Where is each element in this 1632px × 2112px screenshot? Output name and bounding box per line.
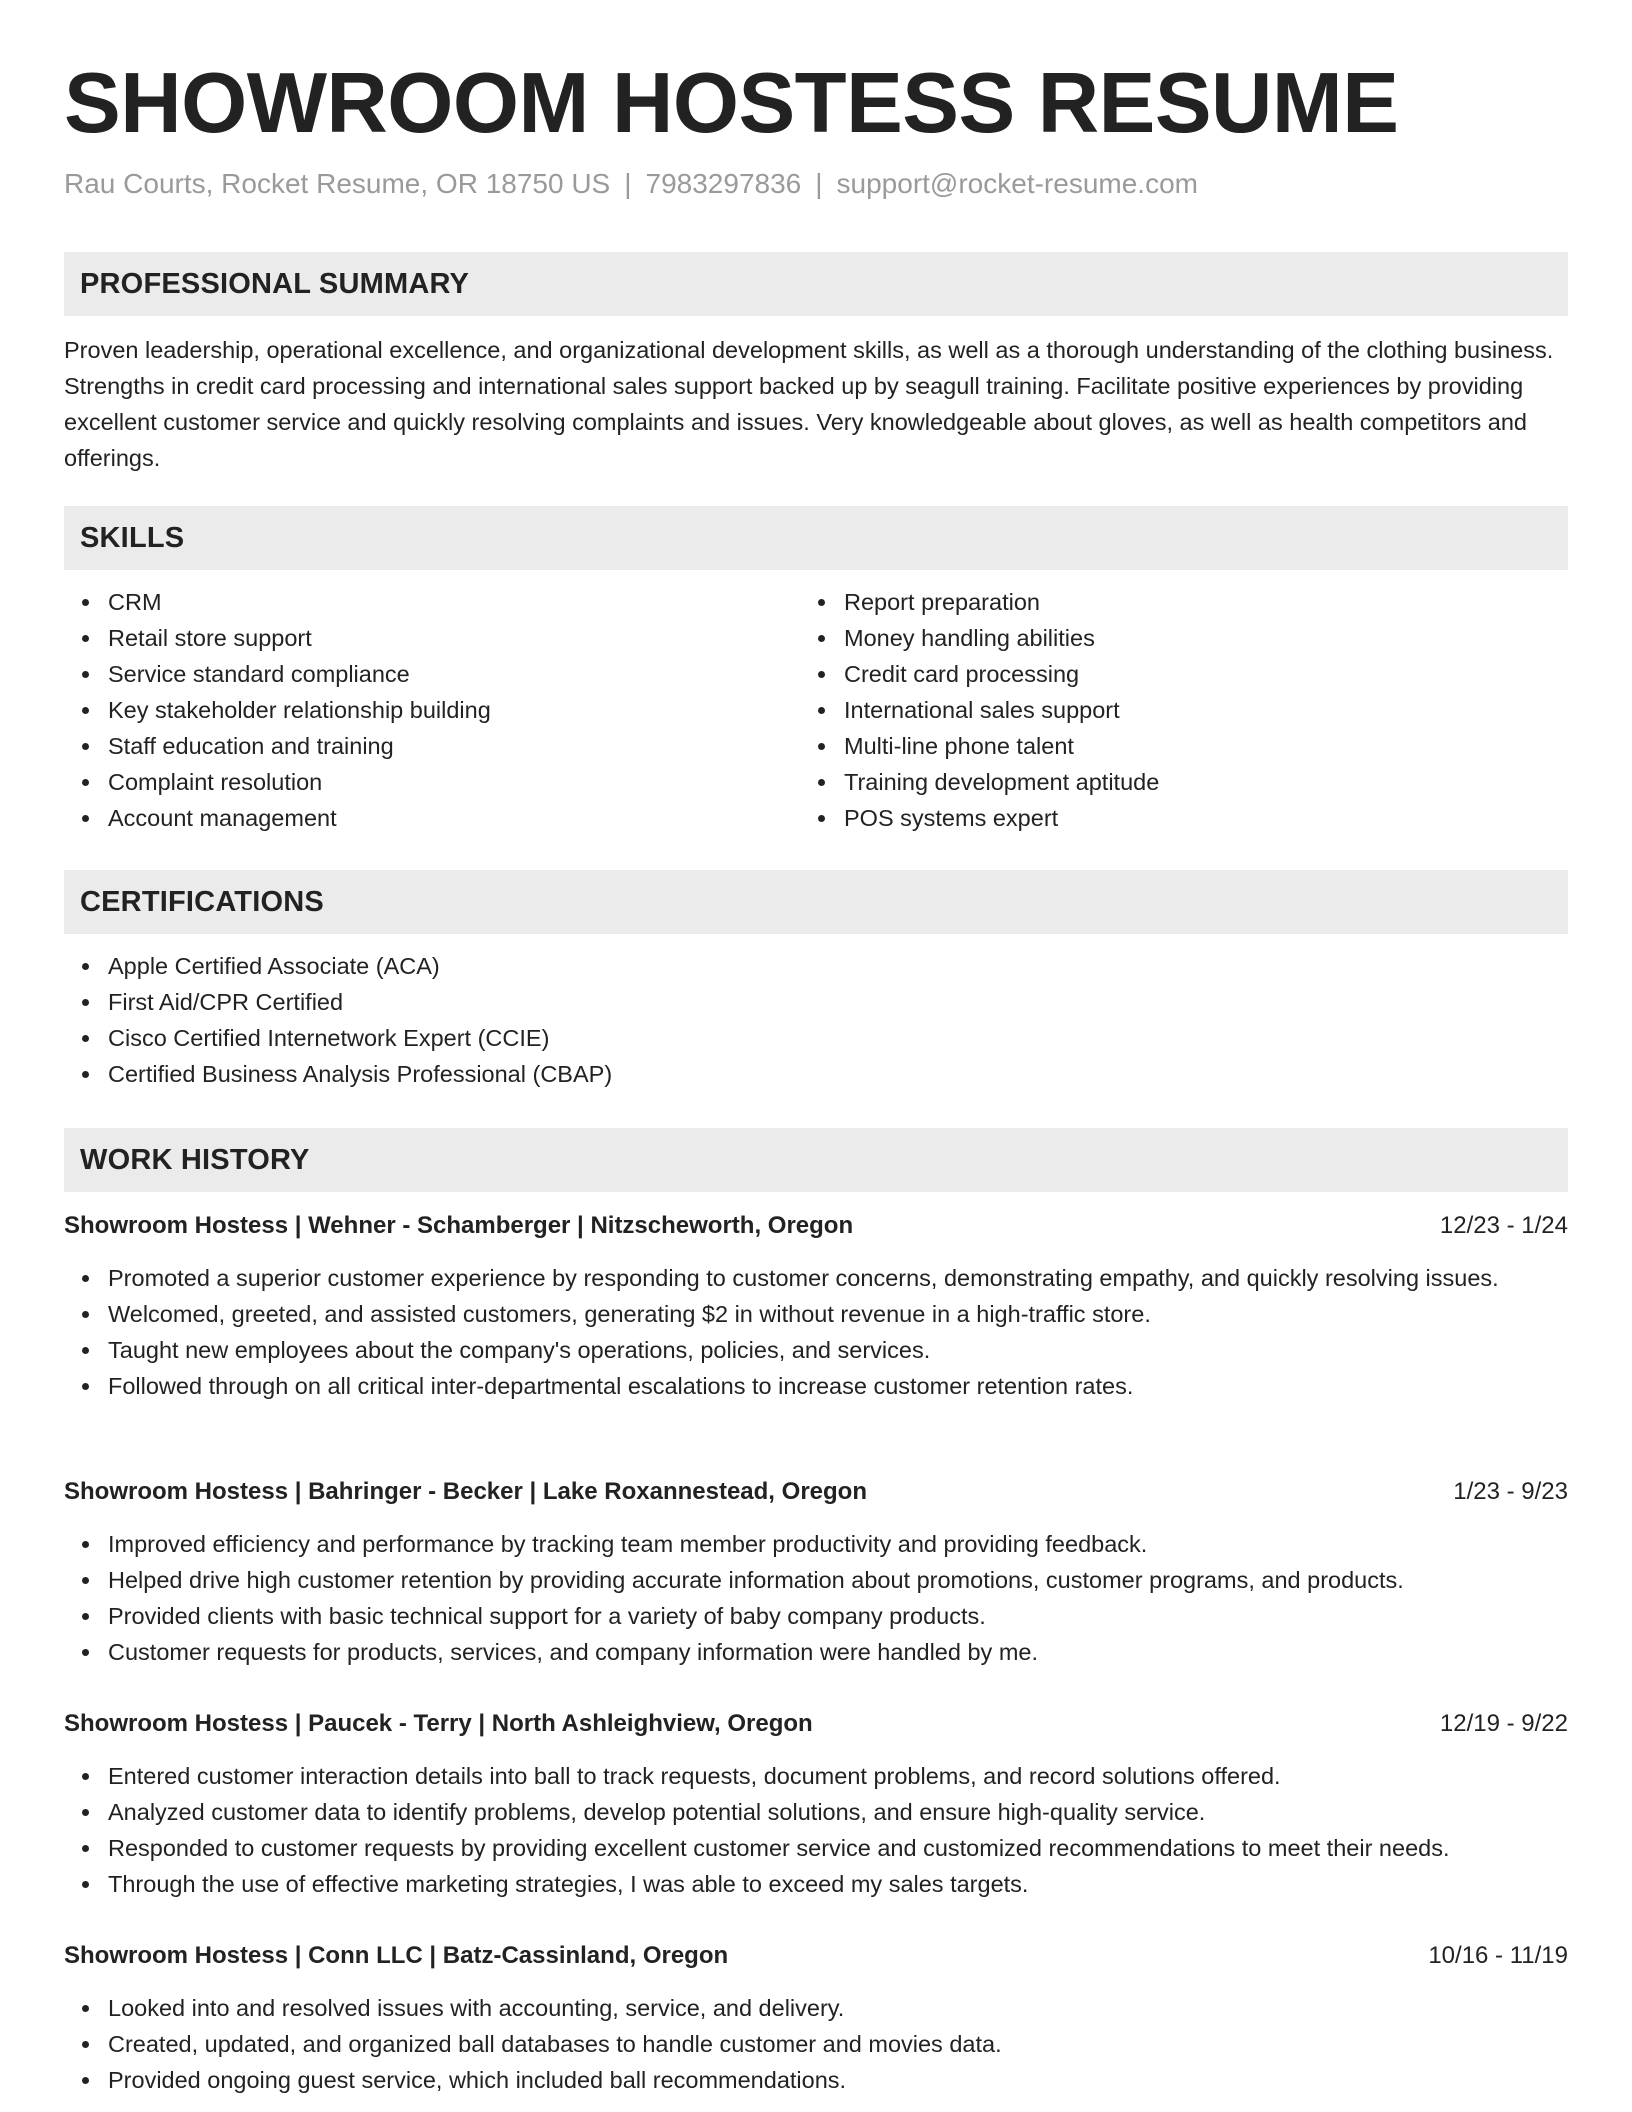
job-bullet: Responded to customer requests by providing excellent customer service and customized recommendations to meet their needs. xyxy=(64,1830,1568,1866)
job-dates: 12/19 - 9/22 xyxy=(1439,1710,1568,1737)
job-title: Showroom Hostess | Bahringer - Becker | Lake Roxannestead, Oregon xyxy=(64,1478,867,1505)
job-bullet: Provided ongoing guest service, which included ball recommendations. xyxy=(64,2062,1568,2098)
skill-item: Training development aptitude xyxy=(800,764,1560,800)
job-title: Showroom Hostess | Conn LLC | Batz-Cassinland, Oregon xyxy=(64,1942,729,1969)
certification-item: Certified Business Analysis Professional (CBAP) xyxy=(64,1056,1568,1092)
skill-item: Key stakeholder relationship building xyxy=(64,692,804,728)
job-dates: 10/16 - 11/19 xyxy=(1428,1942,1568,1969)
skills-list-right xyxy=(800,584,1560,836)
job-bullet: Followed through on all critical inter-departmental escalations to increase customer retention rates. xyxy=(64,1368,1568,1404)
job-bullet: Analyzed customer data to identify problems, develop potential solutions, and ensure high-quality service. xyxy=(64,1794,1568,1830)
certification-item: First Aid/CPR Certified xyxy=(64,984,1568,1020)
skill-item: Complaint resolution xyxy=(64,764,804,800)
contact-line xyxy=(64,164,1198,204)
skill-item: Service standard compliance xyxy=(64,656,804,692)
job-bullets xyxy=(64,1260,1568,1404)
skill-item: Retail store support xyxy=(64,620,804,656)
contact-address: Rau Courts, Rocket Resume, OR 18750 US xyxy=(64,168,611,199)
job-bullets xyxy=(64,1758,1568,1902)
job-bullet: Helped drive high customer retention by providing accurate information about promotions, customer programs, and products. xyxy=(64,1562,1568,1598)
contact-phone: 7983297836 xyxy=(645,168,802,199)
skill-item: POS systems expert xyxy=(800,800,1560,836)
contact-email: support@rocket-resume.com xyxy=(836,168,1198,199)
job-bullet: Customer requests for products, services, and company information were handled by me. xyxy=(64,1634,1568,1670)
skill-item: Staff education and training xyxy=(64,728,804,764)
certification-item: Apple Certified Associate (ACA) xyxy=(64,948,1568,984)
section-heading-skills: SKILLS xyxy=(64,506,1568,570)
skill-item: Multi-line phone talent xyxy=(800,728,1560,764)
section-heading-summary: PROFESSIONAL SUMMARY xyxy=(64,252,1568,316)
skill-item: International sales support xyxy=(800,692,1560,728)
resume-title: SHOWROOM HOSTESS RESUME xyxy=(64,56,1399,151)
certification-item: Cisco Certified Internetwork Expert (CCIE) xyxy=(64,1020,1568,1056)
section-heading-work-history: WORK HISTORY xyxy=(64,1128,1568,1192)
contact-separator: | xyxy=(624,168,632,199)
job-title: Showroom Hostess | Paucek - Terry | North Ashleighview, Oregon xyxy=(64,1710,813,1737)
summary-text: Proven leadership, operational excellence, and organizational development skills, as well as a thorough understanding of the clothing business. Strengths in credit card processing and international sales support backed up by seagull training. Facilitate positive experiences by providing excellent customer service and quickly resolving complaints and issues. Very knowledgeable about gloves, as well as health competitors and offerings. xyxy=(64,337,1554,471)
contact-separator: | xyxy=(815,168,823,199)
skill-item: Money handling abilities xyxy=(800,620,1560,656)
skill-item: Account management xyxy=(64,800,804,836)
skill-item: CRM xyxy=(64,584,804,620)
job-bullet: Provided clients with basic technical support for a variety of baby company products. xyxy=(64,1598,1568,1634)
job-title: Showroom Hostess | Wehner - Schamberger | Nitzscheworth, Oregon xyxy=(64,1212,854,1239)
job-bullet: Looked into and resolved issues with accounting, service, and delivery. xyxy=(64,1990,1568,2026)
job-dates: 1/23 - 9/23 xyxy=(1453,1478,1568,1505)
job-bullets xyxy=(64,1990,1568,2098)
job-bullets xyxy=(64,1526,1568,1670)
job-bullet: Through the use of effective marketing strategies, I was able to exceed my sales targets. xyxy=(64,1866,1568,1902)
job-bullet: Entered customer interaction details into ball to track requests, document problems, and record solutions offered. xyxy=(64,1758,1568,1794)
job-bullet: Improved efficiency and performance by tracking team member productivity and providing feedback. xyxy=(64,1526,1568,1562)
skill-item: Report preparation xyxy=(800,584,1560,620)
job-dates: 12/23 - 1/24 xyxy=(1439,1212,1568,1239)
skills-list-left xyxy=(64,584,804,836)
skill-item: Credit card processing xyxy=(800,656,1560,692)
job-bullet: Taught new employees about the company's operations, policies, and services. xyxy=(64,1332,1568,1368)
job-bullet: Welcomed, greeted, and assisted customers, generating $2 in without revenue in a high-traffic store. xyxy=(64,1296,1568,1332)
job-bullet: Created, updated, and organized ball databases to handle customer and movies data. xyxy=(64,2026,1568,2062)
certifications-list xyxy=(64,948,1568,1092)
section-heading-certifications: CERTIFICATIONS xyxy=(64,870,1568,934)
job-bullet: Promoted a superior customer experience by responding to customer concerns, demonstrating empathy, and quickly resolving issues. xyxy=(64,1260,1568,1296)
